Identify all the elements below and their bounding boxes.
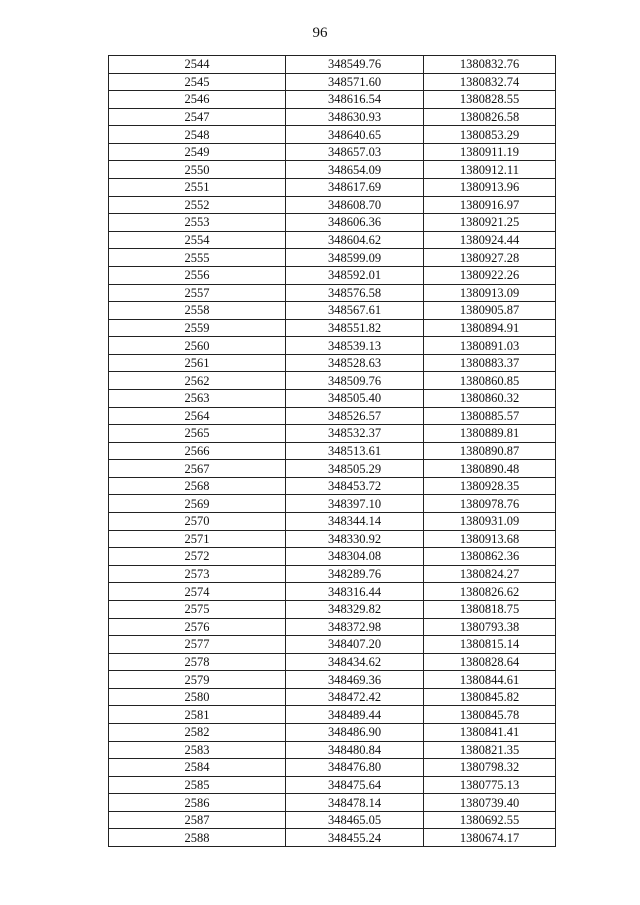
table-row — [109, 706, 556, 724]
y-coordinate-cell: 1380828.64 — [424, 653, 556, 671]
table-row — [109, 442, 556, 460]
table-row — [109, 583, 556, 601]
y-coordinate-cell: 1380860.32 — [424, 389, 556, 407]
point-number-cell: 2545 — [109, 73, 286, 91]
table-row — [109, 73, 556, 91]
table-row — [109, 143, 556, 161]
point-number-cell: 2565 — [109, 425, 286, 443]
y-coordinate-cell: 1380793.38 — [424, 618, 556, 636]
y-coordinate-cell: 1380862.36 — [424, 548, 556, 566]
y-coordinate-cell: 1380815.14 — [424, 636, 556, 654]
x-coordinate-cell: 348344.14 — [286, 513, 424, 531]
table-row — [109, 653, 556, 671]
table-row — [109, 477, 556, 495]
point-number-cell: 2549 — [109, 143, 286, 161]
page-number: 96 — [312, 25, 328, 41]
y-coordinate-cell: 1380916.97 — [424, 196, 556, 214]
x-coordinate-cell: 348316.44 — [286, 583, 424, 601]
x-coordinate-cell: 348513.61 — [286, 442, 424, 460]
y-coordinate-cell: 1380860.85 — [424, 372, 556, 390]
x-coordinate-cell: 348434.62 — [286, 653, 424, 671]
y-coordinate-cell: 1380924.44 — [424, 231, 556, 249]
point-number-cell: 2556 — [109, 266, 286, 284]
table-row — [109, 741, 556, 759]
x-coordinate-cell: 348526.57 — [286, 407, 424, 425]
y-coordinate-cell: 1380841.41 — [424, 723, 556, 741]
point-number-cell: 2581 — [109, 706, 286, 724]
y-coordinate-cell: 1380927.28 — [424, 249, 556, 267]
table-row — [109, 811, 556, 829]
x-coordinate-cell: 348505.40 — [286, 389, 424, 407]
table-row — [109, 126, 556, 144]
point-number-cell: 2557 — [109, 284, 286, 302]
point-number-cell: 2583 — [109, 741, 286, 759]
x-coordinate-cell: 348372.98 — [286, 618, 424, 636]
x-coordinate-cell: 348465.05 — [286, 811, 424, 829]
y-coordinate-cell: 1380739.40 — [424, 794, 556, 812]
y-coordinate-cell: 1380692.55 — [424, 811, 556, 829]
point-number-cell: 2544 — [109, 56, 286, 74]
table-row — [109, 776, 556, 794]
x-coordinate-cell: 348469.36 — [286, 671, 424, 689]
point-number-cell: 2586 — [109, 794, 286, 812]
coordinates-table-body — [109, 56, 556, 847]
x-coordinate-cell: 348486.90 — [286, 723, 424, 741]
x-coordinate-cell: 348397.10 — [286, 495, 424, 513]
point-number-cell: 2554 — [109, 231, 286, 249]
x-coordinate-cell: 348532.37 — [286, 425, 424, 443]
table-row — [109, 354, 556, 372]
x-coordinate-cell: 348453.72 — [286, 477, 424, 495]
point-number-cell: 2576 — [109, 618, 286, 636]
y-coordinate-cell: 1380891.03 — [424, 337, 556, 355]
point-number-cell: 2551 — [109, 179, 286, 197]
y-coordinate-cell: 1380853.29 — [424, 126, 556, 144]
point-number-cell: 2585 — [109, 776, 286, 794]
table-row — [109, 425, 556, 443]
x-coordinate-cell: 348478.14 — [286, 794, 424, 812]
table-row — [109, 407, 556, 425]
coordinates-table — [108, 55, 556, 847]
y-coordinate-cell: 1380826.62 — [424, 583, 556, 601]
point-number-cell: 2572 — [109, 548, 286, 566]
x-coordinate-cell: 348551.82 — [286, 319, 424, 337]
table-row — [109, 829, 556, 847]
table-row — [109, 161, 556, 179]
y-coordinate-cell: 1380845.82 — [424, 688, 556, 706]
y-coordinate-cell: 1380905.87 — [424, 302, 556, 320]
x-coordinate-cell: 348329.82 — [286, 600, 424, 618]
point-number-cell: 2578 — [109, 653, 286, 671]
x-coordinate-cell: 348654.09 — [286, 161, 424, 179]
table-row — [109, 284, 556, 302]
y-coordinate-cell: 1380894.91 — [424, 319, 556, 337]
point-number-cell: 2587 — [109, 811, 286, 829]
y-coordinate-cell: 1380674.17 — [424, 829, 556, 847]
y-coordinate-cell: 1380818.75 — [424, 600, 556, 618]
table-row — [109, 389, 556, 407]
point-number-cell: 2548 — [109, 126, 286, 144]
table-row — [109, 179, 556, 197]
point-number-cell: 2552 — [109, 196, 286, 214]
x-coordinate-cell: 348617.69 — [286, 179, 424, 197]
x-coordinate-cell: 348505.29 — [286, 460, 424, 478]
x-coordinate-cell: 348571.60 — [286, 73, 424, 91]
point-number-cell: 2588 — [109, 829, 286, 847]
x-coordinate-cell: 348630.93 — [286, 108, 424, 126]
x-coordinate-cell: 348489.44 — [286, 706, 424, 724]
table-row — [109, 671, 556, 689]
table-row — [109, 337, 556, 355]
point-number-cell: 2546 — [109, 91, 286, 109]
point-number-cell: 2563 — [109, 389, 286, 407]
table-row — [109, 302, 556, 320]
point-number-cell: 2567 — [109, 460, 286, 478]
y-coordinate-cell: 1380821.35 — [424, 741, 556, 759]
x-coordinate-cell: 348599.09 — [286, 249, 424, 267]
point-number-cell: 2564 — [109, 407, 286, 425]
y-coordinate-cell: 1380828.55 — [424, 91, 556, 109]
point-number-cell: 2575 — [109, 600, 286, 618]
x-coordinate-cell: 348476.80 — [286, 759, 424, 777]
table-row — [109, 460, 556, 478]
x-coordinate-cell: 348475.64 — [286, 776, 424, 794]
y-coordinate-cell: 1380832.74 — [424, 73, 556, 91]
x-coordinate-cell: 348455.24 — [286, 829, 424, 847]
y-coordinate-cell: 1380890.48 — [424, 460, 556, 478]
y-coordinate-cell: 1380913.96 — [424, 179, 556, 197]
x-coordinate-cell: 348539.13 — [286, 337, 424, 355]
y-coordinate-cell: 1380921.25 — [424, 214, 556, 232]
table-row — [109, 636, 556, 654]
y-coordinate-cell: 1380978.76 — [424, 495, 556, 513]
y-coordinate-cell: 1380824.27 — [424, 565, 556, 583]
y-coordinate-cell: 1380922.26 — [424, 266, 556, 284]
table-row — [109, 618, 556, 636]
x-coordinate-cell: 348509.76 — [286, 372, 424, 390]
table-row — [109, 723, 556, 741]
table-row — [109, 548, 556, 566]
table-row — [109, 231, 556, 249]
table-row — [109, 372, 556, 390]
point-number-cell: 2553 — [109, 214, 286, 232]
x-coordinate-cell: 348606.36 — [286, 214, 424, 232]
table-row — [109, 249, 556, 267]
point-number-cell: 2574 — [109, 583, 286, 601]
point-number-cell: 2561 — [109, 354, 286, 372]
y-coordinate-cell: 1380890.87 — [424, 442, 556, 460]
point-number-cell: 2555 — [109, 249, 286, 267]
table-row — [109, 495, 556, 513]
table-row — [109, 530, 556, 548]
x-coordinate-cell: 348657.03 — [286, 143, 424, 161]
x-coordinate-cell: 348480.84 — [286, 741, 424, 759]
table-row — [109, 266, 556, 284]
point-number-cell: 2584 — [109, 759, 286, 777]
table-row — [109, 565, 556, 583]
x-coordinate-cell: 348608.70 — [286, 196, 424, 214]
table-row — [109, 91, 556, 109]
table-row — [109, 319, 556, 337]
y-coordinate-cell: 1380913.68 — [424, 530, 556, 548]
table-row — [109, 214, 556, 232]
x-coordinate-cell: 348604.62 — [286, 231, 424, 249]
x-coordinate-cell: 348592.01 — [286, 266, 424, 284]
table-row — [109, 600, 556, 618]
y-coordinate-cell: 1380885.57 — [424, 407, 556, 425]
table-row — [109, 513, 556, 531]
y-coordinate-cell: 1380911.19 — [424, 143, 556, 161]
point-number-cell: 2571 — [109, 530, 286, 548]
point-number-cell: 2562 — [109, 372, 286, 390]
point-number-cell: 2550 — [109, 161, 286, 179]
point-number-cell: 2579 — [109, 671, 286, 689]
x-coordinate-cell: 348616.54 — [286, 91, 424, 109]
point-number-cell: 2582 — [109, 723, 286, 741]
point-number-cell: 2547 — [109, 108, 286, 126]
y-coordinate-cell: 1380931.09 — [424, 513, 556, 531]
y-coordinate-cell: 1380798.32 — [424, 759, 556, 777]
point-number-cell: 2566 — [109, 442, 286, 460]
x-coordinate-cell: 348549.76 — [286, 56, 424, 74]
table-row — [109, 688, 556, 706]
y-coordinate-cell: 1380844.61 — [424, 671, 556, 689]
table-row — [109, 196, 556, 214]
x-coordinate-cell: 348407.20 — [286, 636, 424, 654]
point-number-cell: 2573 — [109, 565, 286, 583]
table-row — [109, 56, 556, 74]
point-number-cell: 2570 — [109, 513, 286, 531]
x-coordinate-cell: 348289.76 — [286, 565, 424, 583]
y-coordinate-cell: 1380832.76 — [424, 56, 556, 74]
y-coordinate-cell: 1380845.78 — [424, 706, 556, 724]
table-row — [109, 759, 556, 777]
point-number-cell: 2558 — [109, 302, 286, 320]
x-coordinate-cell: 348576.58 — [286, 284, 424, 302]
point-number-cell: 2569 — [109, 495, 286, 513]
point-number-cell: 2580 — [109, 688, 286, 706]
x-coordinate-cell: 348528.63 — [286, 354, 424, 372]
x-coordinate-cell: 348304.08 — [286, 548, 424, 566]
point-number-cell: 2568 — [109, 477, 286, 495]
y-coordinate-cell: 1380913.09 — [424, 284, 556, 302]
point-number-cell: 2559 — [109, 319, 286, 337]
point-number-cell: 2560 — [109, 337, 286, 355]
y-coordinate-cell: 1380889.81 — [424, 425, 556, 443]
point-number-cell: 2577 — [109, 636, 286, 654]
x-coordinate-cell: 348640.65 — [286, 126, 424, 144]
y-coordinate-cell: 1380912.11 — [424, 161, 556, 179]
y-coordinate-cell: 1380883.37 — [424, 354, 556, 372]
y-coordinate-cell: 1380826.58 — [424, 108, 556, 126]
x-coordinate-cell: 348330.92 — [286, 530, 424, 548]
y-coordinate-cell: 1380928.35 — [424, 477, 556, 495]
x-coordinate-cell: 348567.61 — [286, 302, 424, 320]
x-coordinate-cell: 348472.42 — [286, 688, 424, 706]
table-row — [109, 108, 556, 126]
y-coordinate-cell: 1380775.13 — [424, 776, 556, 794]
table-row — [109, 794, 556, 812]
